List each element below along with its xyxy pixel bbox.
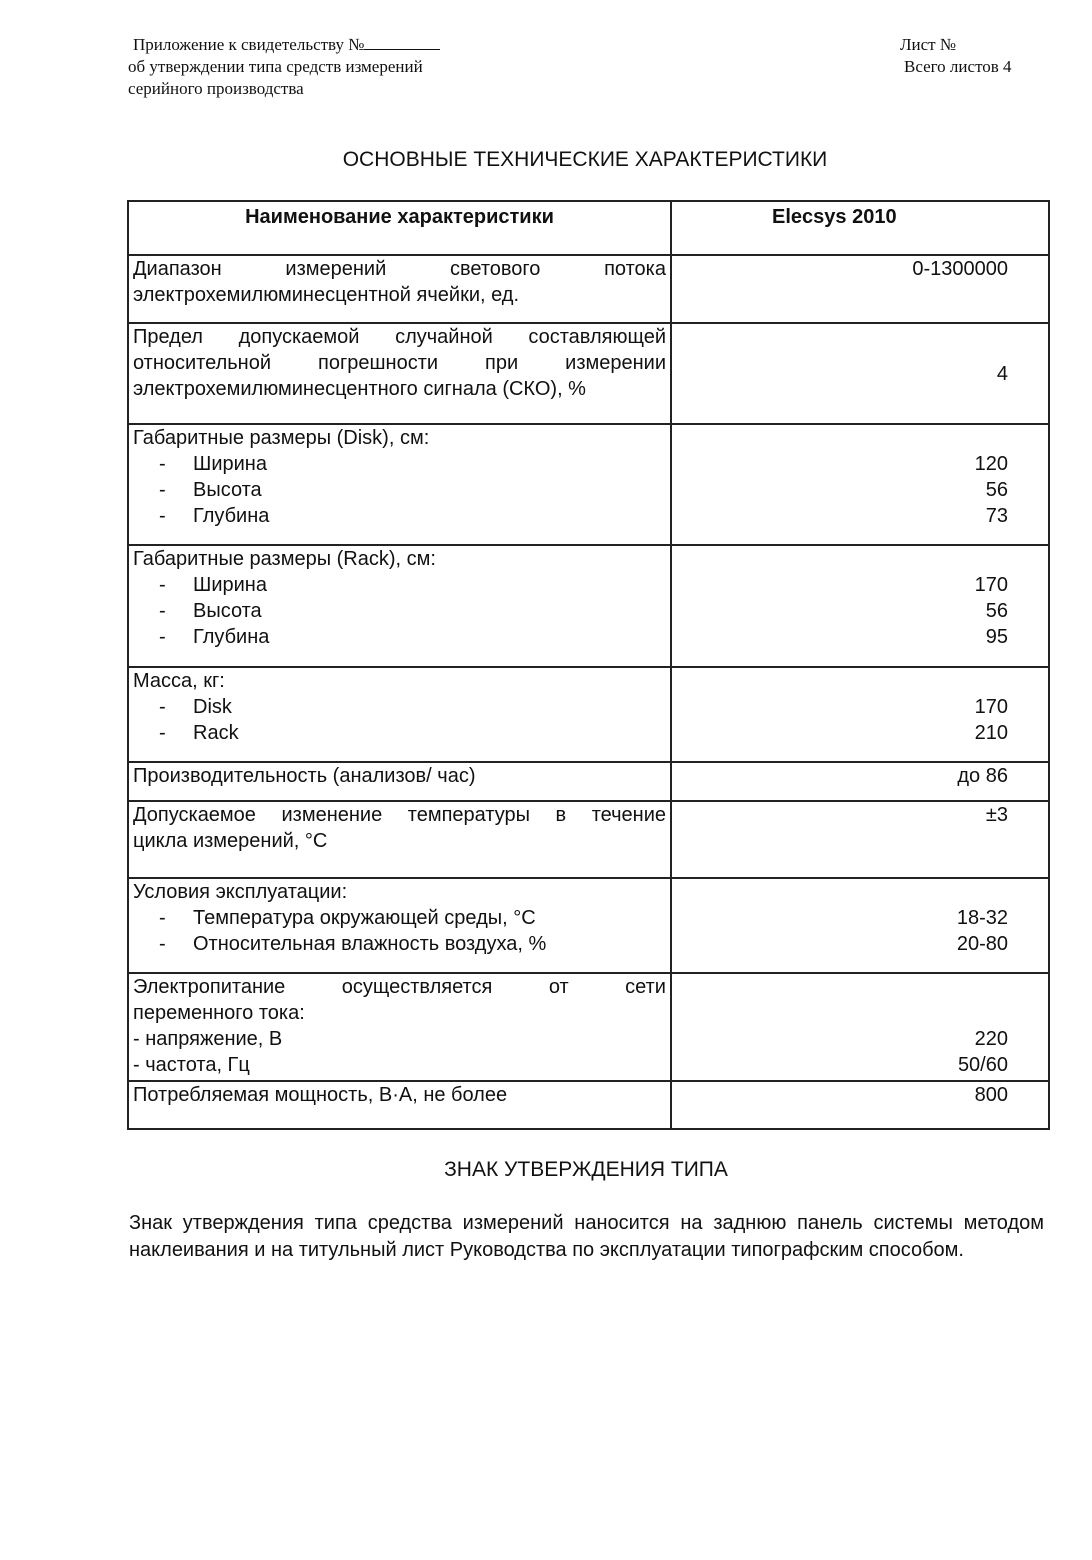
characteristic-cell: Предел допускаемой случайной составляющей относительной погрешности при измерении электрохемилюминесцентного сигнала (СКО), % bbox=[128, 323, 671, 424]
column-header-characteristic: Наименование характеристики bbox=[128, 201, 671, 255]
total-sheets-label: Всего листов 4 bbox=[904, 57, 1012, 76]
value-cell: 0-1300000 bbox=[671, 255, 1049, 323]
characteristic-cell: Масса, кг: - Disk - Rack bbox=[128, 667, 671, 762]
characteristic-cell: Допускаемое изменение температуры в течение цикла измерений, °С bbox=[128, 801, 671, 878]
value-cell: ±3 bbox=[671, 801, 1049, 878]
document-header-right bbox=[900, 34, 1012, 78]
characteristic-cell: Электропитание осуществляется от сети переменного тока: - напряжение, В - частота, Гц bbox=[128, 973, 671, 1081]
specs-table bbox=[127, 200, 1050, 1130]
sheet-number-label: Лист № bbox=[900, 35, 957, 54]
table-header-row bbox=[128, 201, 1049, 255]
approval-mark-paragraph: Знак утверждения типа средства измерений наносится на заднюю панель системы методом наклеивания и на титульный лист Руководства по эксплуатации типографским способом. bbox=[129, 1212, 1044, 1261]
value-cell: 170 56 95 bbox=[671, 545, 1049, 667]
appendix-label: Приложение к свидетельству № bbox=[133, 35, 365, 54]
table-row bbox=[128, 878, 1049, 973]
table-row bbox=[128, 424, 1049, 545]
appendix-line-3: серийного производства bbox=[128, 79, 304, 98]
value-cell: 800 bbox=[671, 1081, 1049, 1129]
characteristic-cell: Габаритные размеры (Disk), см: - Ширина - Высота - Глубина bbox=[128, 424, 671, 545]
document-header-left bbox=[128, 34, 440, 100]
section-title-specs: ОСНОВНЫЕ ТЕХНИЧЕСКИЕ ХАРАКТЕРИСТИКИ bbox=[342, 148, 828, 171]
table-row bbox=[128, 667, 1049, 762]
value-cell: до 86 bbox=[671, 762, 1049, 801]
table-row bbox=[128, 323, 1049, 424]
characteristic-cell: Диапазон измерений светового потока электрохемилюминесцентной ячейки, ед. bbox=[128, 255, 671, 323]
certificate-number-blank bbox=[364, 35, 440, 50]
characteristic-cell: Габаритные размеры (Rack), см: - Ширина - Высота - Глубина bbox=[128, 545, 671, 667]
table-row bbox=[128, 801, 1049, 878]
characteristic-cell: Потребляемая мощность, В·А, не более bbox=[128, 1081, 671, 1129]
table-row bbox=[128, 762, 1049, 801]
column-header-model: Elecsys 2010 bbox=[671, 201, 1049, 255]
value-cell: 4 bbox=[671, 323, 1049, 424]
characteristic-cell: Условия эксплуатации: - Температура окружающей среды, °С - Относительная влажность воздуха, % bbox=[128, 878, 671, 973]
section-title-approval-mark: ЗНАК УТВЕРЖДЕНИЯ ТИПА bbox=[444, 1158, 728, 1181]
table-row bbox=[128, 973, 1049, 1081]
value-cell: 220 50/60 bbox=[671, 973, 1049, 1081]
appendix-line-2: об утверждении типа средств измерений bbox=[128, 57, 423, 76]
table-row bbox=[128, 545, 1049, 667]
value-cell: 170 210 bbox=[671, 667, 1049, 762]
value-cell: 18-32 20-80 bbox=[671, 878, 1049, 973]
table-row bbox=[128, 1081, 1049, 1129]
value-cell: 120 56 73 bbox=[671, 424, 1049, 545]
table-row bbox=[128, 255, 1049, 323]
characteristic-cell: Производительность (анализов/ час) bbox=[128, 762, 671, 801]
